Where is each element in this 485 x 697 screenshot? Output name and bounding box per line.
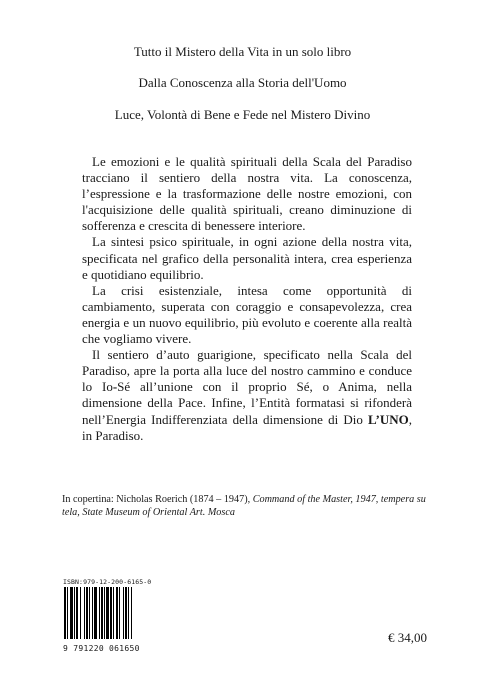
cover-credit [62,493,432,519]
blurb-paragraph-2: La sintesi psico spirituale, in ogni azione della nostra vita, specificata nel grafico della personalità intera, crea esperienza e quotidiano equilibrio. [82,234,412,282]
isbn-barcode [63,578,152,653]
blurb-paragraph-4 [82,347,412,444]
p4-end: , in Paradiso. [82,411,412,443]
tagline-2: Dalla Conoscenza alla Storia dell'Uomo [138,75,347,90]
credit-title: Command of the Master, 1947, tempera su tela, State Museum of Oriental Art. Mosca [62,494,426,518]
tagline-1: Tutto il Mistero della Vita in un solo libro [133,44,352,59]
credit-prefix: In copertina: Nicholas Roerich (1874 – 1947), [62,494,253,505]
p4-luno: L’UNO [368,411,409,427]
price: € 34,00 [388,630,427,645]
blurb [82,154,412,444]
barcode-bars [63,587,139,639]
blurb-paragraph-1: Le emozioni e le qualità spirituali della Scala del Paradiso tracciano il sentiero della nostra vita. La conoscenza, l’espressione e la trasformazione delle nostre emozioni, con l'acquisizione delle qualità spirituali, creano diminuzione di sofferenza e crescita di benessere interiore. [82,154,412,234]
tagline-3: Luce, Volontà di Bene e Fede nel Mistero Divino [114,107,371,122]
isbn-label: ISBN:979-12-200-6165-0 [63,578,152,586]
p4-mid: all’unione con il proprio Sé, o Anima, nella dimensione della Pace. Infine, l’Entità formatasi si rifonderà nell’Energia Indifferenziata della dimensione di Dio [82,379,412,427]
p4-io: Io [101,379,113,395]
p4-se: Sé [117,379,131,395]
p4-start: Il sentiero d’auto guarigione, specificato nella Scala del Paradiso, apre la porta alla luce del nostro cammino e conduce lo [82,347,412,395]
barcode-digits: 9 791220 061650 [63,644,140,653]
blurb-paragraph-3: La crisi esistenziale, intesa come opportunità di cambiamento, superata con coraggio e consapevolezza, crea energia e un nuovo equilibrio, più evoluto e coerente alla realtà che vogliamo vivere. [82,282,412,347]
p4-dash: - [112,379,118,395]
